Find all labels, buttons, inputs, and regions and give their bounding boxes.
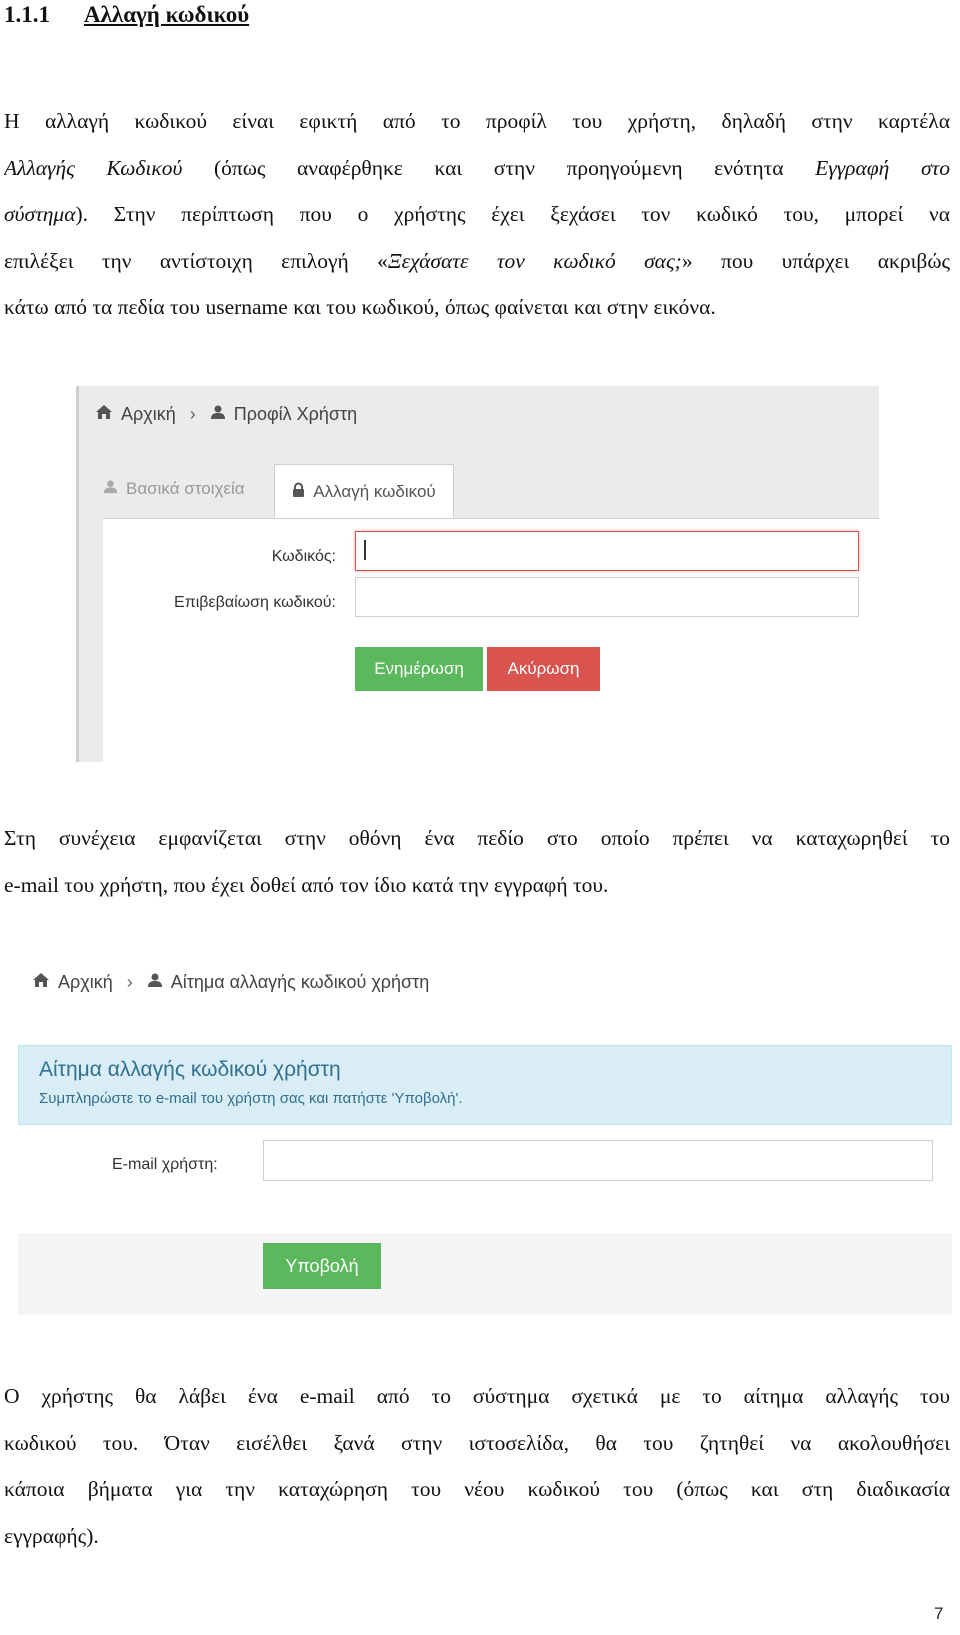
alert-text: Συμπληρώστε το e-mail του χρήστη σας και πατήστε 'Υποβολή'. <box>39 1090 463 1107</box>
lock-icon <box>292 482 305 503</box>
text-run: επιλέξει την αντίστοιχη επιλογή « <box>4 248 388 273</box>
change-password-screenshot <box>76 386 879 762</box>
user-icon <box>103 479 118 499</box>
tab-change-password[interactable] <box>274 464 454 519</box>
password-request-screenshot <box>18 955 952 1315</box>
breadcrumb-home[interactable]: Αρχική <box>58 972 113 992</box>
paragraph-line: e-mail του χρήστη, που έχει δοθεί από τον ίδιο κατά την εγγραφή του. <box>4 872 609 897</box>
email-input[interactable] <box>263 1140 933 1181</box>
text-run: (όπως αναφέρθηκε και στην προηγούμενη ενότητα <box>182 155 816 180</box>
alert-title: Αίτημα αλλαγής κωδικού χρήστη <box>39 1058 341 1081</box>
paragraph-line: Η αλλαγή κωδικού είναι εφικτή από το προφίλ του χρήστη, δηλαδή στην καρτέλα <box>4 109 950 133</box>
section-heading <box>4 2 249 28</box>
password-label: Κωδικός: <box>271 548 336 565</box>
paragraph-line <box>4 145 950 192</box>
submit-button[interactable]: Υποβολή <box>263 1243 381 1289</box>
tab-change-password-label: Αλλαγή κωδικού <box>313 482 436 501</box>
paragraph-line: κωδικού του. Όταν εισέλθει ξανά στην ιστοσελίδα, θα του ζητηθεί να ακολουθήσει <box>4 1430 950 1455</box>
paragraph-email-notice <box>4 1373 950 1559</box>
page-number: 7 <box>934 1604 944 1623</box>
paragraph-email-field <box>4 815 950 908</box>
breadcrumb <box>95 404 357 425</box>
tab-basic-label: Βασικά στοιχεία <box>126 479 245 498</box>
confirm-password-input[interactable] <box>355 577 859 617</box>
user-icon <box>210 404 226 425</box>
text-caret <box>364 540 366 560</box>
breadcrumb-profile: Προφίλ Χρήστη <box>233 404 358 424</box>
paragraph-intro <box>4 98 950 331</box>
home-icon <box>95 404 113 425</box>
chevron-right-icon: › <box>126 972 133 992</box>
breadcrumb-request: Αίτημα αλλαγής κωδικού χρήστη <box>170 972 430 992</box>
italic-term: σύστημα <box>4 202 76 226</box>
paragraph-line: κάποια βήματα για την καταχώρηση του νέου κωδικού του (όπως και στη διαδικασία <box>4 1477 950 1501</box>
user-icon <box>147 972 163 993</box>
italic-term: Αλλαγής Κωδικού <box>4 155 183 180</box>
paragraph-line: κάτω από τα πεδία του username και του κωδικού, όπως φαίνεται και στην εικόνα. <box>4 295 716 319</box>
section-number: 1.1.1 <box>4 2 50 27</box>
password-input[interactable] <box>355 531 859 571</box>
text-run: » που υπάρχει ακριβώς <box>681 248 950 273</box>
italic-term: Ξεχάσατε τον κωδικό σας; <box>387 248 682 273</box>
paragraph-line: Στη συνέχεια εμφανίζεται στην οθόνη ένα πεδίο στο οποίο πρέπει να καταχωρηθεί το <box>4 826 950 850</box>
tab-basic-info[interactable] <box>103 479 245 499</box>
paragraph-line <box>4 238 950 285</box>
paragraph-line: εγγραφής). <box>4 1523 99 1548</box>
breadcrumb <box>32 972 429 993</box>
info-alert <box>18 1045 952 1125</box>
cancel-button[interactable]: Ακύρωση <box>487 647 600 691</box>
italic-term: Εγγραφή στο <box>815 155 950 180</box>
paragraph-line: Ο χρήστης θα λάβει ένα e-mail από το σύστημα σχετικά με το αίτημα αλλαγής του <box>4 1384 950 1408</box>
chevron-right-icon: › <box>189 404 196 424</box>
form-footer <box>18 1233 952 1315</box>
breadcrumb-home[interactable]: Αρχική <box>121 404 176 424</box>
confirm-password-label: Επιβεβαίωση κωδικού: <box>174 594 336 611</box>
section-title: Αλλαγή κωδικού <box>84 2 250 27</box>
change-password-panel <box>103 518 879 762</box>
email-label: E-mail χρήστη: <box>112 1156 218 1173</box>
home-icon <box>32 972 50 993</box>
paragraph-line <box>4 191 950 238</box>
text-run: ). Στην περίπτωση που ο χρήστης έχει ξεχάσει τον κωδικό του, μπορεί να <box>75 202 950 226</box>
update-button[interactable]: Ενημέρωση <box>355 647 483 691</box>
